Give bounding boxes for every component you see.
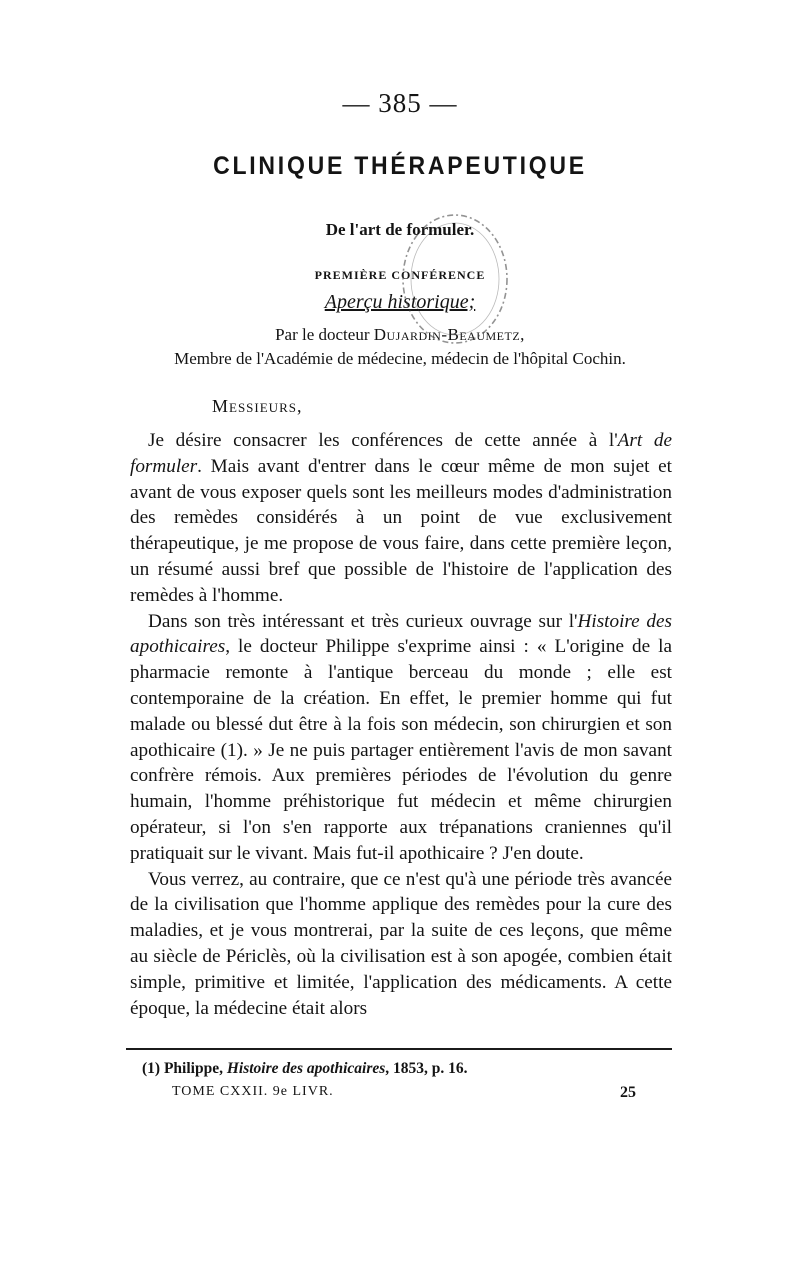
salutation: Messieurs,	[212, 396, 303, 416]
footnote-rule	[126, 1048, 672, 1050]
author-byline	[0, 325, 800, 345]
paragraph-1-text-a: Je désire consacrer les conférences de cette année à l'	[148, 430, 618, 451]
lecture-subtitle-text: Aperçu historique;	[324, 291, 476, 313]
paragraph-2-text-c: , le docteur Philippe s'exprime ainsi : « L'origine de la pharmacie remonte à l'antique berceau du monde ; elle est contemporaine de la création. En effet, le premier homme qui fut malade ou blessé dut être à la fois son médecin, son chirurgien et son apothicaire (1). » Je ne puis partager entièrement l'avis de mon savant confrère rémois. Aux premières périodes de l'évolution du genre humain, l'homme préhistorique fut médecin et même chirurgien opérateur, si l'on s'en rapporte aux trépanations craniennes qu'il pratiquait sur le vivant. Mais fut-il apothicaire ? J'en doute.	[130, 636, 672, 864]
body-text	[130, 428, 672, 1021]
paragraph-2-text-a: Dans son très intéressant et très curieux ouvrage sur l'	[148, 610, 578, 632]
footnote-text-c: , 1853, p. 16.	[385, 1060, 468, 1077]
paragraph-1	[130, 428, 672, 609]
volume-signature: TOME CXXII. 9e LIVR.	[172, 1084, 334, 1099]
page-number: — 385 —	[342, 88, 458, 118]
section-title: CLINIQUE THÉRAPEUTIQUE	[213, 152, 587, 180]
author-name: Dujardin-Beaumetz,	[373, 325, 525, 344]
printer-signature: 25	[620, 1084, 636, 1101]
paragraph-2	[130, 609, 672, 867]
paragraph-1-italic: Art de formuler	[130, 430, 672, 477]
paragraph-3: Vous verrez, au contraire, que ce n'est qu'à une période très avancée de la civilisation que l'homme applique des remèdes pour la cure des maladies, et je vous montrerai, par la suite de ces leçons, que même au siècle de Périclès, où la civilisation est à son apogée, combien était simple, primitive et limitée, l'application des médicaments. A cette époque, la médecine était alors	[130, 868, 672, 1019]
paragraph-2-italic: Histoire des apothicaires	[130, 610, 673, 658]
lecture-subtitle	[0, 291, 800, 314]
footnote-text-a: (1) Philippe,	[142, 1060, 227, 1077]
article-title: De l'art de formuler.	[325, 220, 475, 239]
footnote	[142, 1060, 468, 1078]
author-affiliation: Membre de l'Académie de médecine, médecin de l'hôpital Cochin.	[174, 349, 626, 368]
lecture-label: PREMIÈRE CONFÉRENCE	[314, 268, 486, 282]
footnote-italic: Histoire des apothicaires	[226, 1060, 386, 1077]
byline-prefix: Par le docteur	[275, 325, 374, 344]
paragraph-1-text-c: . Mais avant d'entrer dans le cœur même de mon sujet et avant de vous exposer quels sont les meilleurs modes d'administration des remèdes considérés à un point de vue exclusivement thérapeutique, je me propose de vous faire, dans cette première leçon, un résumé aussi bref que possible de l'histoire de l'application des remèdes à l'homme.	[130, 455, 672, 606]
